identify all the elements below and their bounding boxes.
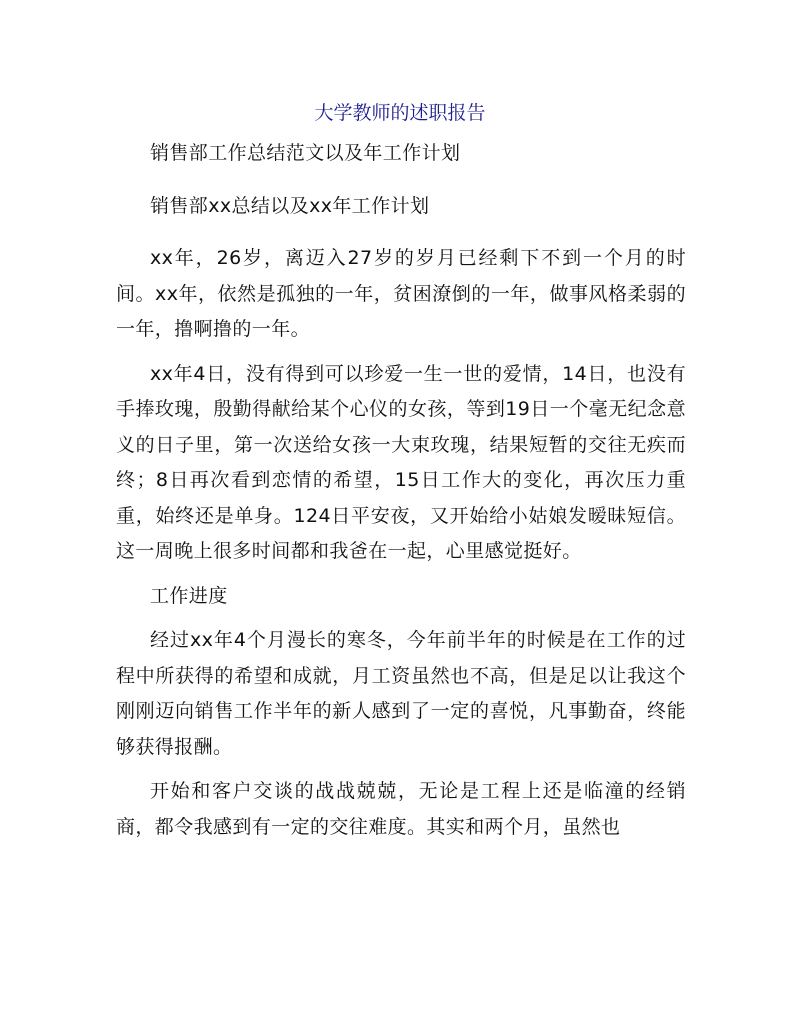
- document-title: 大学教师的述职报告: [314, 103, 486, 124]
- paragraph: 经过xx年4个月漫长的寒冬，今年前半年的时候是在工作的过程中所获得的希望和成就，月工资虽然也不高，但是足以让我这个刚刚迈向销售工作半年的新人感到了一定的喜悦，凡事勤奋，终能够获得报酬。: [116, 629, 686, 758]
- paragraph-section-heading: 工作进度: [150, 584, 228, 607]
- paragraph-heading: 销售部xx总结以及xx年工作计划: [150, 194, 430, 217]
- paragraph: xx年4日，没有得到可以珍爱一生一世的爱情，14日，也没有手捧玫瑰，殷勤得献给某个心仪的女孩，等到19日一个毫无纪念意义的日子里，第一次送给女孩一大束玫瑰，结果短暂的交往无疾而终；8日再次看到恋情的希望，15日工作大的变化，再次压力重重，始终还是单身。124日平安夜，又开始给小姑娘发暧昧短信。这一周晚上很多时间都和我爸在一起，心里感觉挺好。: [116, 362, 686, 562]
- paragraph: xx年，26岁，离迈入27岁的岁月已经剩下不到一个月的时间。xx年，依然是孤独的一年，贫困潦倒的一年，做事风格柔弱的一年，撸啊撸的一年。: [116, 247, 686, 340]
- paragraph: 开始和客户交谈的战战兢兢，无论是工程上还是临潼的经销商，都令我感到有一定的交往难度。其实和两个月，虽然也: [116, 780, 686, 838]
- paragraph-subtitle: 销售部工作总结范文以及年工作计划: [150, 142, 461, 164]
- document-body: [116, 136, 686, 845]
